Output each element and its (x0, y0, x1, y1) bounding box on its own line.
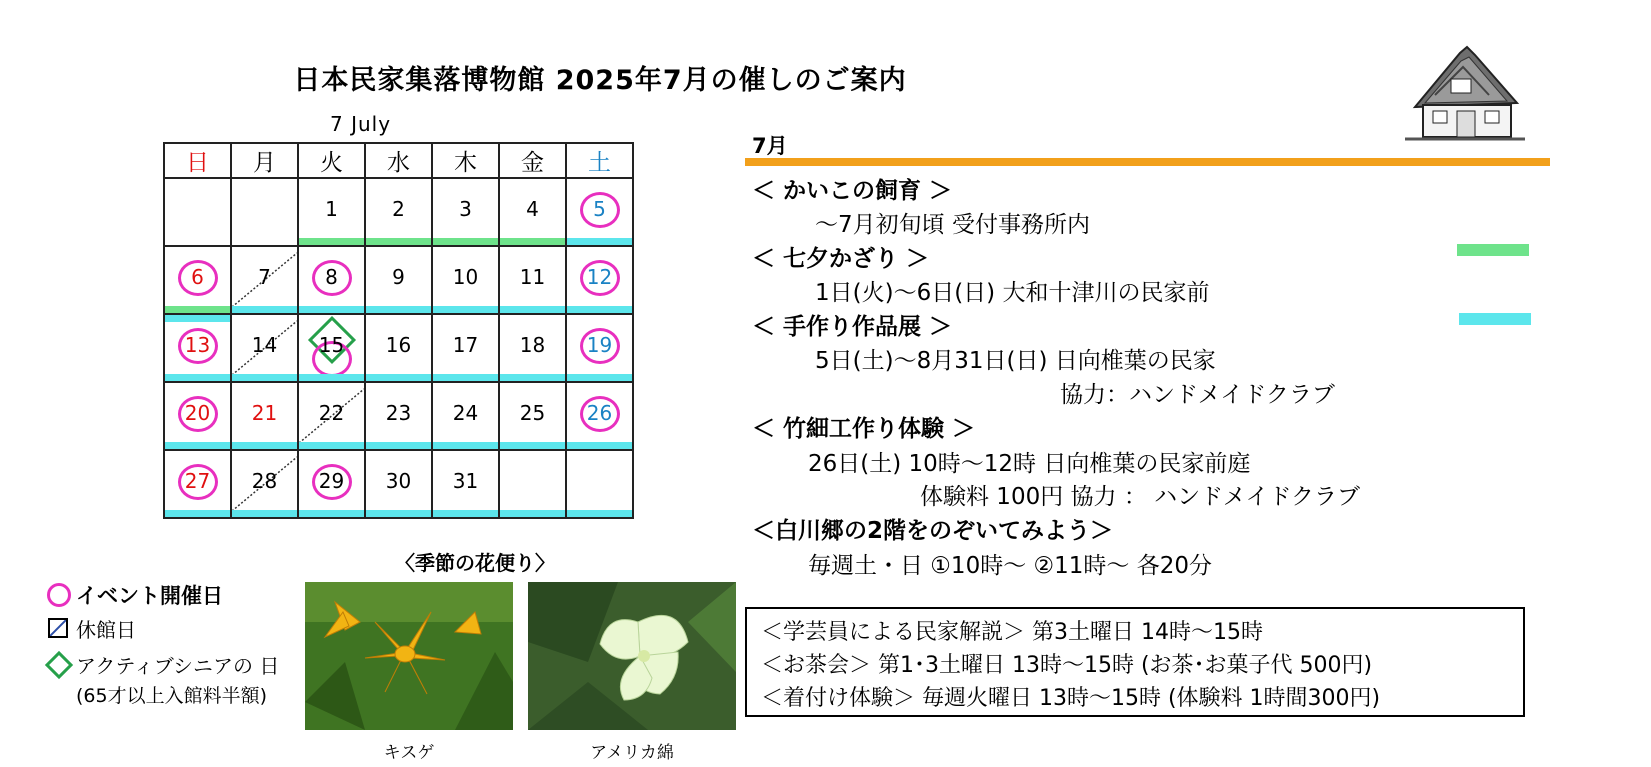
day-number: 14 (251, 333, 278, 357)
event-detail: 協力：ハンドメイドクラブ (1060, 382, 1335, 408)
calendar-day (365, 178, 432, 246)
regular-program-box (745, 607, 1525, 717)
senior-diamond-icon (45, 651, 73, 679)
day-number: 25 (519, 401, 546, 425)
day-number: 22 (318, 401, 345, 425)
day-number: 7 (258, 265, 271, 289)
day-number: 18 (519, 333, 546, 357)
event-detail: 5日(土)～8月31日(日) 日向椎葉の民家 (815, 348, 1216, 374)
calendar-day (432, 382, 499, 450)
calendar-day (432, 178, 499, 246)
exhibition-period-band (299, 442, 364, 449)
event-detail: 26日(土) 10時～12時 日向椎葉の民家前庭 (808, 451, 1251, 477)
day-number: 29 (318, 469, 345, 493)
calendar-day (432, 314, 499, 382)
event-title: ＜ 手作り作品展 ＞ (752, 314, 953, 340)
weekday-header: 木 (432, 143, 499, 178)
day-number: 20 (184, 401, 211, 425)
legend-senior-label: アクティブシニアの 日 (76, 654, 280, 678)
tanabata-period-band (165, 306, 230, 313)
tanabata-period-band (500, 238, 565, 245)
day-number: 1 (325, 197, 338, 221)
calendar-day (566, 382, 633, 450)
exhibition-period-band (433, 306, 498, 313)
event-title: ＜ かいこの飼育 ＞ (752, 178, 953, 204)
weekday-header: 土 (566, 143, 633, 178)
weekday-header: 日 (164, 143, 231, 178)
calendar (163, 142, 634, 519)
calendar-empty-cell (231, 178, 298, 246)
event-detail: 体験料 100円 協力 ： ハンドメイドクラブ (920, 484, 1360, 510)
calendar-day (298, 314, 365, 382)
event-title: ＜白川郷の2階をのぞいてみよう＞ (752, 518, 1114, 544)
day-number: 4 (526, 197, 539, 221)
weekday-header: 金 (499, 143, 566, 178)
tanabata-period-band (366, 238, 431, 245)
calendar-day (365, 314, 432, 382)
exhibition-period-band (165, 442, 230, 449)
exhibition-period-band (299, 374, 364, 381)
exhibition-period-band (366, 510, 431, 517)
day-number: 27 (184, 469, 211, 493)
calendar-day (566, 246, 633, 314)
calendar-day (298, 450, 365, 518)
day-number: 12 (586, 265, 613, 289)
exhibition-period-band (366, 306, 431, 313)
day-number: 21 (251, 401, 278, 425)
calendar-day (231, 314, 298, 382)
calendar-day (164, 314, 231, 382)
calendar-day (298, 246, 365, 314)
exhibition-period-band (232, 442, 297, 449)
day-number: 23 (385, 401, 412, 425)
calendar-day (164, 246, 231, 314)
day-number: 16 (385, 333, 412, 357)
calendar-day (164, 450, 231, 518)
event-ring-icon (47, 583, 71, 607)
day-number: 6 (191, 265, 204, 289)
exhibition-period-band (232, 510, 297, 517)
regular-line: ＜着付け体験＞ 毎週火曜日 13時～15時 (体験料 1時間300円) (761, 686, 1381, 711)
day-number: 15 (318, 333, 345, 357)
calendar-day (499, 382, 566, 450)
legend-event-label: イベント開催日 (76, 584, 223, 608)
calendar-day (231, 382, 298, 450)
day-number: 8 (325, 265, 338, 289)
exhibition-period-band (500, 374, 565, 381)
calendar-empty-cell (566, 450, 633, 518)
events-month: 7月 (752, 134, 788, 158)
calendar-day (298, 382, 365, 450)
calendar-day (298, 178, 365, 246)
calendar-day (499, 246, 566, 314)
day-number: 9 (392, 265, 405, 289)
weekday-header: 月 (231, 143, 298, 178)
calendar-day (231, 450, 298, 518)
cotton-photo (528, 582, 736, 730)
cotton-caption: アメリカ綿 (590, 743, 674, 763)
exhibition-period-band (500, 510, 565, 517)
exhibition-period-band (433, 510, 498, 517)
house-illustration (1405, 45, 1525, 145)
exhibition-period-band (232, 374, 297, 381)
flowers-heading: 〈季節の花便り〉 (395, 551, 555, 575)
calendar-empty-cell (164, 178, 231, 246)
day-number: 31 (452, 469, 479, 493)
calendar-day (432, 246, 499, 314)
calendar-day (164, 382, 231, 450)
exhibition-period-band (366, 374, 431, 381)
exhibition-period-band (165, 510, 230, 517)
closed-day-icon (48, 618, 68, 638)
tanabata-period-band (299, 238, 364, 245)
calendar-empty-cell (499, 450, 566, 518)
event-detail: 毎週土・日 ①10時～ ②11時～ 各20分 (808, 553, 1212, 579)
day-number: 13 (184, 333, 211, 357)
page-title: 日本民家集落博物館 2025年7月の催しのご案内 (293, 65, 907, 96)
calendar-day (432, 450, 499, 518)
tanabata-color-key (1457, 244, 1529, 256)
event-detail: ～7月初旬頃 受付事務所内 (815, 212, 1090, 238)
day-number: 11 (519, 265, 546, 289)
weekday-header: 火 (298, 143, 365, 178)
exhibition-period-band (567, 374, 632, 381)
calendar-day (566, 178, 633, 246)
calendar-day (231, 246, 298, 314)
event-title: ＜ 竹細工作り体験 ＞ (752, 416, 976, 442)
day-number: 10 (452, 265, 479, 289)
event-detail: 1日(火)～6日(日) 大和十津川の民家前 (815, 280, 1210, 306)
calendar-day (499, 178, 566, 246)
regular-line: ＜お茶会＞ 第1･3土曜日 13時～15時 (お茶･お菓子代 500円) (761, 653, 1373, 678)
daylily-caption: キスゲ (383, 743, 435, 763)
day-number: 28 (251, 469, 278, 493)
legend-closed-label: 休館日 (76, 618, 136, 642)
exhibition-period-band (433, 374, 498, 381)
legend-senior-note: (65才以上入館料半額) (76, 685, 268, 707)
day-number: 17 (452, 333, 479, 357)
exhibition-period-band (366, 442, 431, 449)
exhibition-period-band (165, 374, 230, 381)
exhibition-period-band (500, 306, 565, 313)
calendar-day (365, 450, 432, 518)
exhibition-period-band (500, 442, 565, 449)
exhibition-period-band (567, 442, 632, 449)
day-number: 3 (459, 197, 472, 221)
exhibition-period-band (299, 306, 364, 313)
orange-divider (745, 158, 1550, 166)
calendar-caption: 7 July (330, 112, 392, 136)
regular-line: ＜学芸員による民家解説＞ 第3土曜日 14時～15時 (761, 620, 1263, 645)
exhibition-period-band (567, 510, 632, 517)
calendar-day (365, 382, 432, 450)
exhibition-period-band (567, 306, 632, 313)
day-number: 30 (385, 469, 412, 493)
day-number: 24 (452, 401, 479, 425)
day-number: 26 (586, 401, 613, 425)
weekday-header: 水 (365, 143, 432, 178)
day-number: 19 (586, 333, 613, 357)
daylily-photo (305, 582, 513, 730)
day-number: 5 (593, 197, 606, 221)
exhibition-period-band (567, 238, 632, 245)
exhibition-period-band (232, 306, 297, 313)
calendar-day (365, 246, 432, 314)
exhibition-period-band (433, 442, 498, 449)
exhibition-color-key (1459, 313, 1531, 325)
event-title: ＜ 七夕かざり ＞ (752, 246, 930, 272)
exhibition-period-band (299, 510, 364, 517)
day-number: 2 (392, 197, 405, 221)
calendar-day (499, 314, 566, 382)
calendar-day (566, 314, 633, 382)
tanabata-period-band (433, 238, 498, 245)
